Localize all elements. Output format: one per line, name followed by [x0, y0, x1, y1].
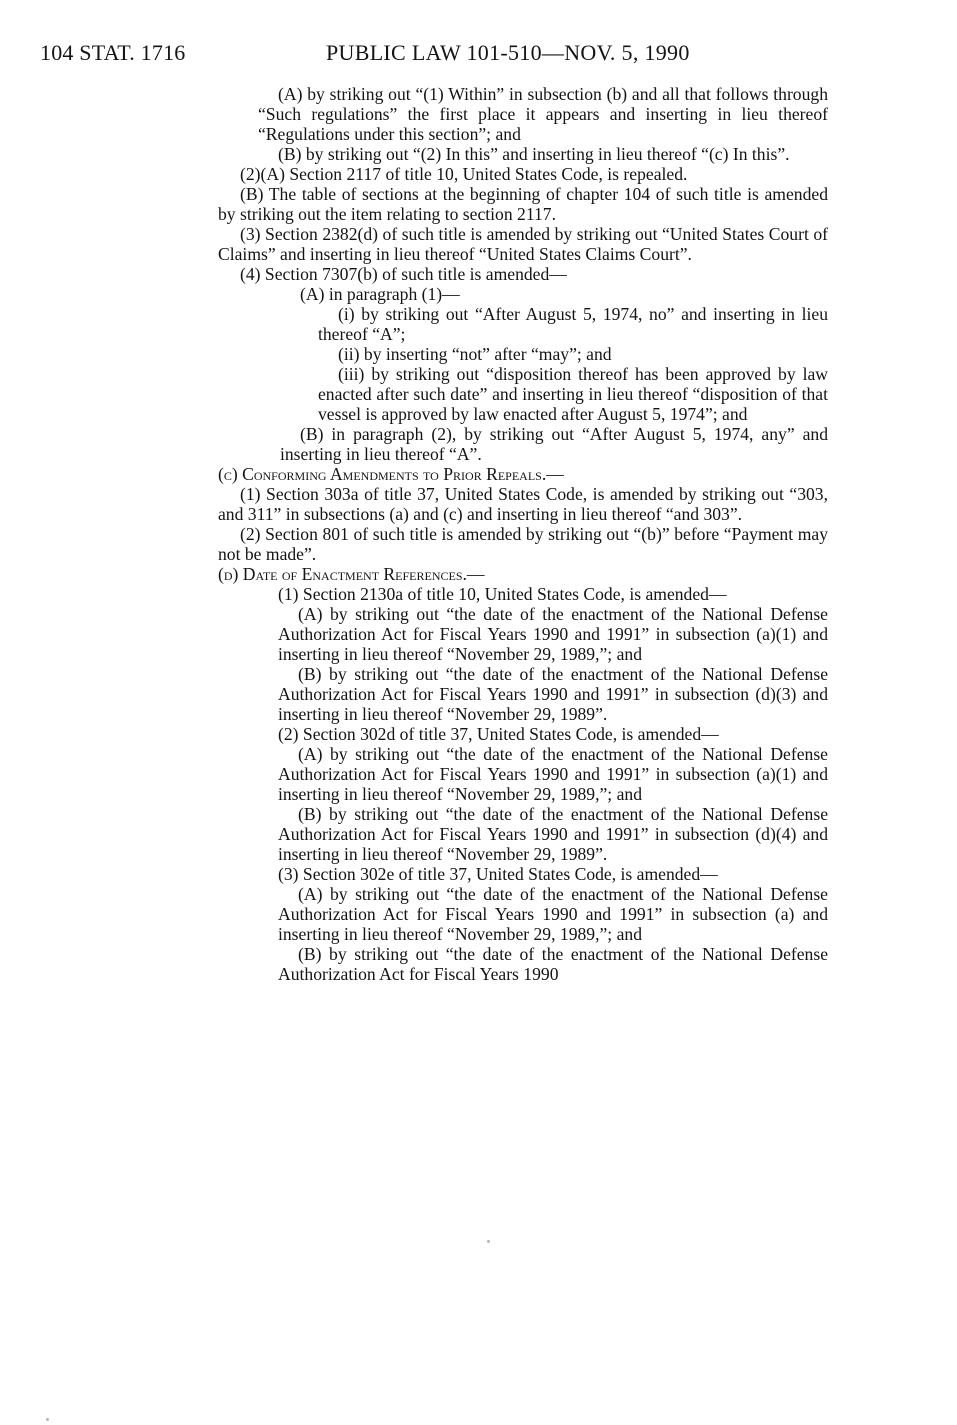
paragraph-d2-section-302d: (2) Section 302d of title 37, United States Code, is amended— — [278, 724, 719, 744]
paragraph-c1-section-303a: (1) Section 303a of title 37, United States Code, is amended by striking out “303, and 311” in subsections (a) and (c) and inserting in lieu thereof “and 303”. — [218, 484, 828, 524]
stat-page-number: 104 STAT. 1716 — [40, 40, 186, 65]
paragraph-4a-in-paragraph-1: (A) in paragraph (1)— — [300, 284, 460, 304]
paragraph-2b-table-of-sections: (B) The table of sections at the beginning of chapter 104 of such title is amended by striking out the item relating to section 2117. — [218, 184, 828, 224]
document-body — [218, 84, 828, 984]
paragraph-a-striking-within: (A) by striking out “(1) Within” in subsection (b) and all that follows through “Such regulations” the first place it appears and inserting in lieu thereof “Regulations under this section”; and — [258, 84, 828, 144]
clause-ii: (ii) by inserting “not” after “may”; and — [338, 344, 612, 364]
page-header — [0, 40, 957, 70]
paragraph-d1-section-2130a: (1) Section 2130a of title 10, United States Code, is amended— — [278, 584, 727, 604]
heading-conforming-amendments: (c) Conforming Amendments to Prior Repeals.— — [218, 464, 564, 484]
paragraph-d1b: (B) by striking out “the date of the enactment of the National Defense Authorization Act for Fiscal Years 1990 and 1991” in subsection (d)(3) and inserting in lieu thereof “November 29, 1989”. — [278, 664, 828, 724]
scan-speck — [46, 1418, 49, 1421]
paragraph-2a-repeal: (2)(A) Section 2117 of title 10, United States Code, is repealed. — [240, 164, 688, 184]
paragraph-d2a: (A) by striking out “the date of the enactment of the National Defense Authorization Act for Fiscal Years 1990 and 1991” in subsection (a)(1) and inserting in lieu thereof “November 29, 1989,”; and — [278, 744, 828, 804]
paragraph-4b-in-paragraph-2: (B) in paragraph (2), by striking out “After August 5, 1974, any” and inserting in lieu thereof “A”. — [280, 424, 828, 464]
heading-date-of-enactment: (d) Date of Enactment References.— — [218, 564, 485, 584]
law-title: PUBLIC LAW 101-510—NOV. 5, 1990 — [326, 40, 690, 65]
paragraph-d3a: (A) by striking out “the date of the enactment of the National Defense Authorization Act for Fiscal Years 1990 and 1991” in subsection (a) and inserting in lieu thereof “November 29, 1989,”; and — [278, 884, 828, 944]
paragraph-b-striking-in-this: (B) by striking out “(2) In this” and inserting in lieu thereof “(c) In this”. — [278, 144, 790, 164]
clause-i: (i) by striking out “After August 5, 1974, no” and inserting in lieu thereof “A”; — [318, 304, 828, 344]
scan-speck — [487, 1240, 490, 1243]
paragraph-c2-section-801: (2) Section 801 of such title is amended by striking out “(b)” before “Payment may not be made”. — [218, 524, 828, 564]
paragraph-d3b: (B) by striking out “the date of the enactment of the National Defense Authorization Act for Fiscal Years 1990 — [278, 944, 828, 984]
clause-iii: (iii) by striking out “disposition thereof has been approved by law enacted after such date” and inserting in lieu thereof “disposition of that vessel is approved by law enacted after August 5, 1974”; and — [318, 364, 828, 424]
paragraph-d3-section-302e: (3) Section 302e of title 37, United States Code, is amended— — [278, 864, 718, 884]
paragraph-d1a: (A) by striking out “the date of the enactment of the National Defense Authorization Act for Fiscal Years 1990 and 1991” in subsection (a)(1) and inserting in lieu thereof “November 29, 1989,”; and — [278, 604, 828, 664]
paragraph-3-section-2382: (3) Section 2382(d) of such title is amended by striking out “United States Court of Claims” and inserting in lieu thereof “United States Claims Court”. — [218, 224, 828, 264]
paragraph-4-section-7307: (4) Section 7307(b) of such title is amended— — [240, 264, 567, 284]
paragraph-d2b: (B) by striking out “the date of the enactment of the National Defense Authorization Act for Fiscal Years 1990 and 1991” in subsection (d)(4) and inserting in lieu thereof “November 29, 1989”. — [278, 804, 828, 864]
